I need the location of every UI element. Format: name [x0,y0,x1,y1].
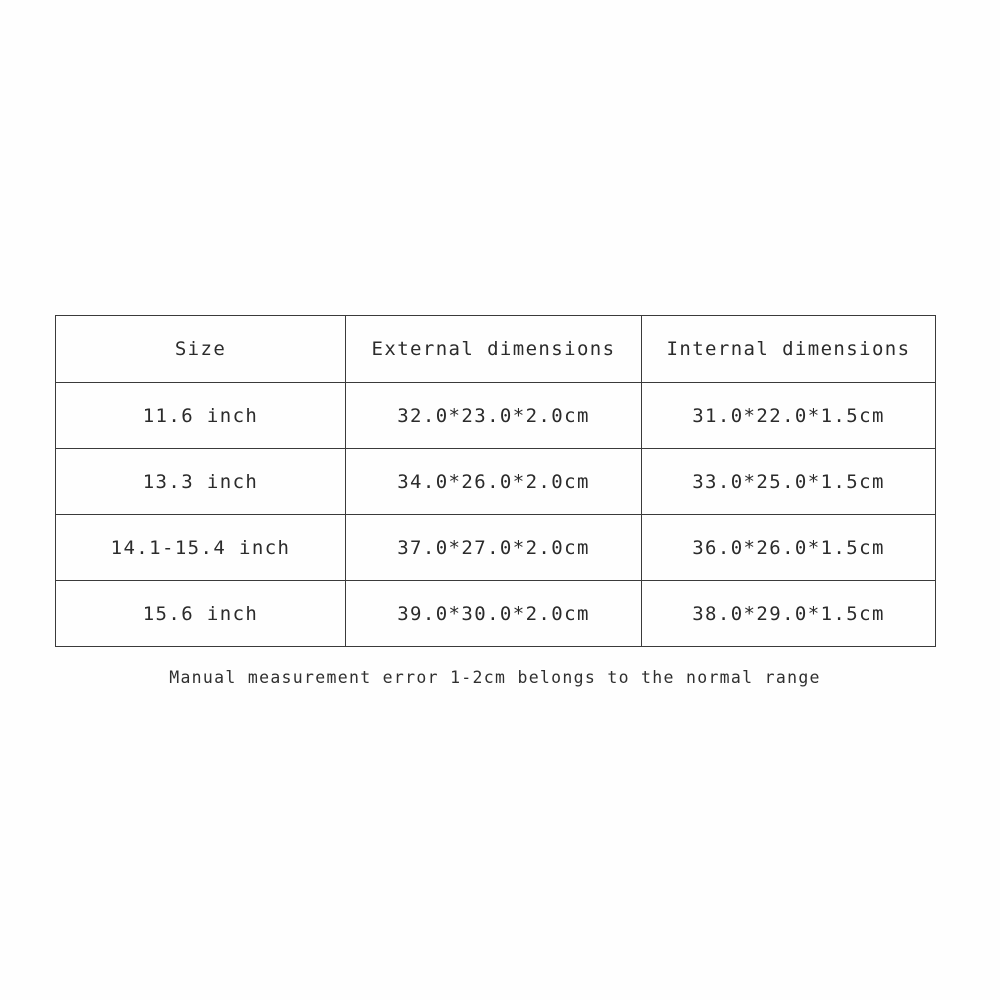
column-header-size: Size [56,316,346,383]
cell-internal: 38.0*29.0*1.5cm [642,581,936,647]
cell-external: 37.0*27.0*2.0cm [346,515,642,581]
table-row [56,581,936,647]
cell-external: 32.0*23.0*2.0cm [346,383,642,449]
cell-size: 13.3 inch [56,449,346,515]
size-table-container [55,315,935,647]
table-row [56,383,936,449]
size-table [55,315,936,647]
table-row [56,449,936,515]
table-header-row [56,316,936,383]
table-row [56,515,936,581]
cell-internal: 36.0*26.0*1.5cm [642,515,936,581]
column-header-internal-dimensions: Internal dimensions [642,316,936,383]
cell-size: 15.6 inch [56,581,346,647]
cell-external: 34.0*26.0*2.0cm [346,449,642,515]
measurement-note: Manual measurement error 1-2cm belongs to the normal range [169,668,821,687]
cell-internal: 33.0*25.0*1.5cm [642,449,936,515]
cell-size: 14.1-15.4 inch [56,515,346,581]
column-header-external-dimensions: External dimensions [346,316,642,383]
cell-external: 39.0*30.0*2.0cm [346,581,642,647]
cell-size: 11.6 inch [56,383,346,449]
cell-internal: 31.0*22.0*1.5cm [642,383,936,449]
